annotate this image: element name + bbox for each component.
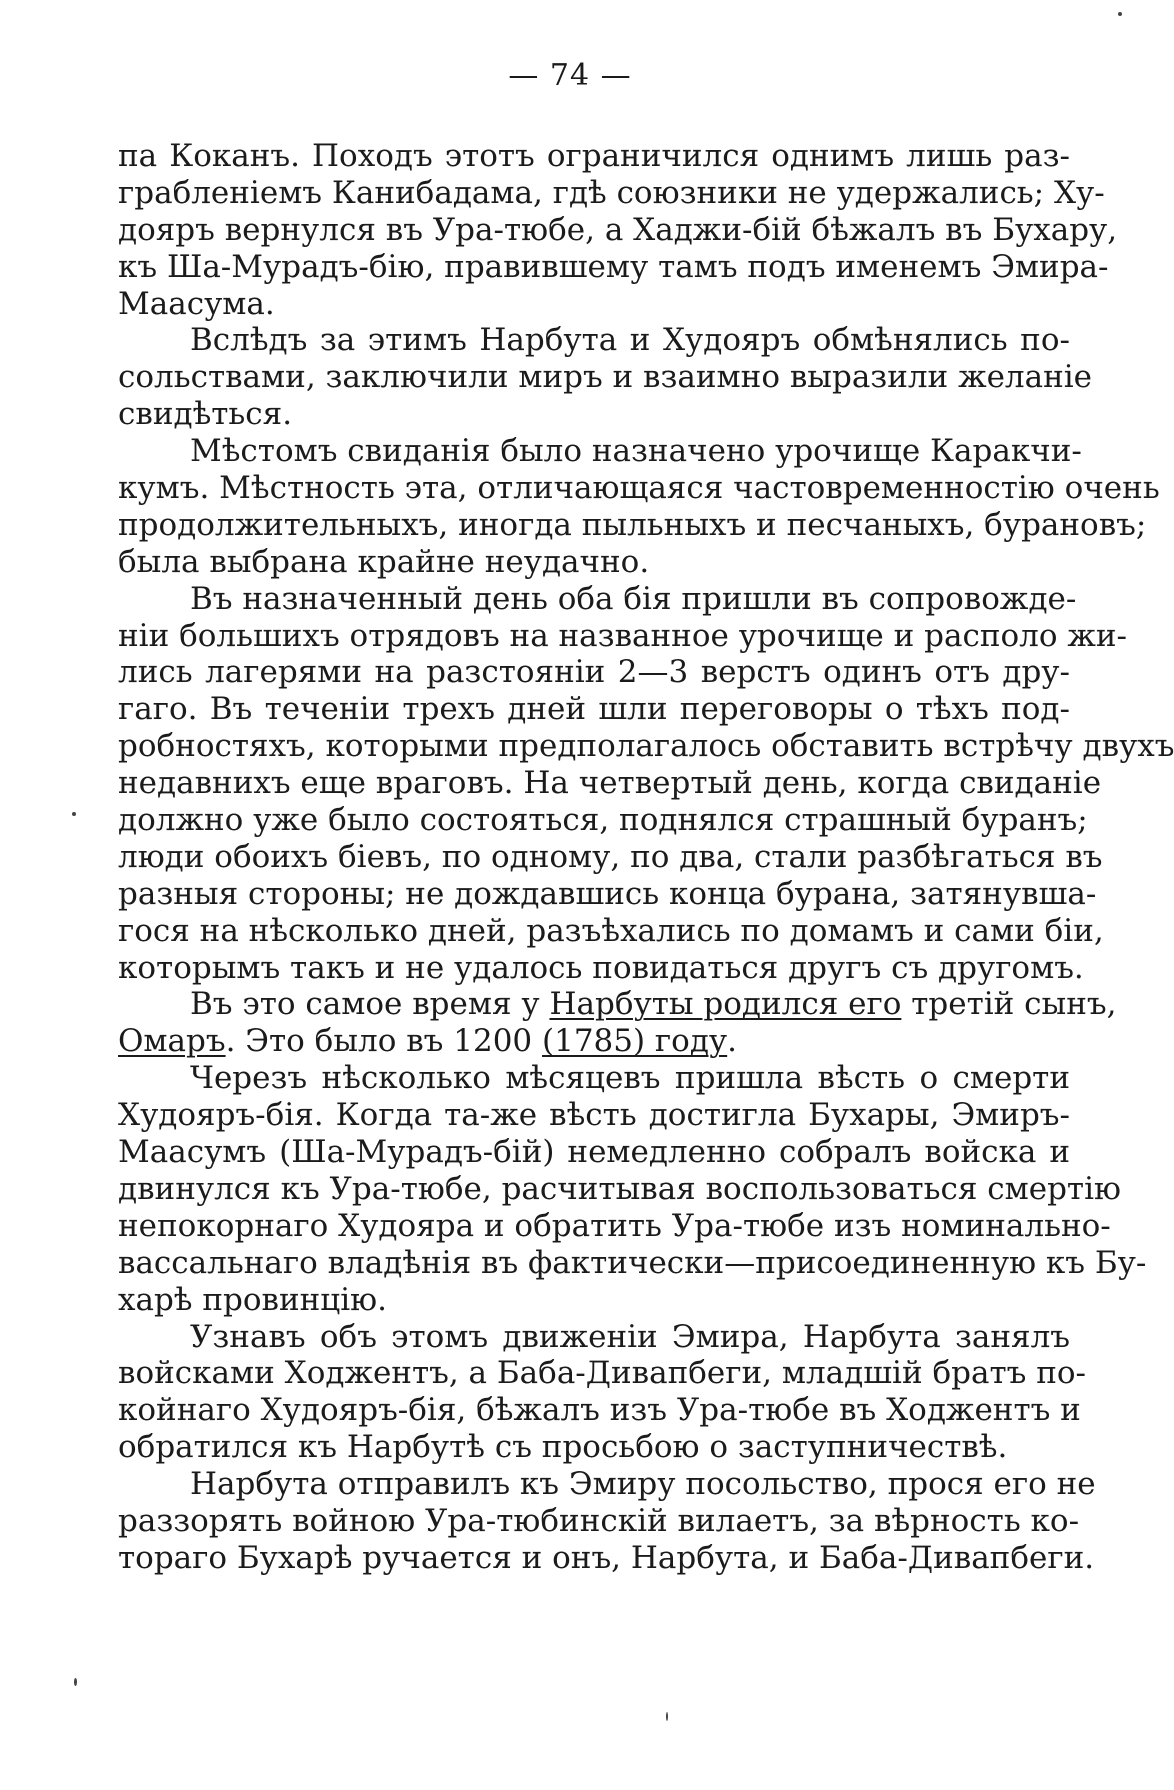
text-line: свидѣться. xyxy=(118,396,293,433)
text-line: вассальнаго владѣнія въ фактически—присоединенную къ Бу- xyxy=(118,1244,1147,1281)
text-line: Въ это самое время у Нарбуты родился его третій сынъ, xyxy=(190,986,1117,1023)
text-line: робностяхъ, которыми предполагалось обставить встрѣчу двухъ xyxy=(118,728,1174,765)
text-line: была выбрана крайне неудачно. xyxy=(118,543,650,580)
text-line: Черезъ нѣсколько мѣсяцевъ пришла вѣсть о смерти xyxy=(190,1060,1070,1097)
text-line: продолжительныхъ, иногда пыльныхъ и песчаныхъ, бурановъ; xyxy=(118,506,1147,543)
text-line: лись лагерями на разстояніи 2—3 верстъ одинъ отъ дру- xyxy=(118,654,1070,691)
ink-speck xyxy=(74,1678,77,1686)
ink-speck xyxy=(72,812,76,816)
text-line: разныя стороны; не дождавшись конца бурана, затянувша- xyxy=(118,875,1097,912)
text-line: должно уже было состояться, поднялся страшный буранъ; xyxy=(118,802,1088,839)
body-text xyxy=(118,138,1174,1577)
text-line: Худояръ-бія. Когда та-же вѣсть достигла Бухары, Эмиръ- xyxy=(118,1097,1070,1134)
text-line: Узнавъ объ этомъ движеніи Эмира, Нарбута занялъ xyxy=(190,1318,1070,1355)
underlined-phrase: Омаръ xyxy=(118,1023,226,1060)
text-line: грабленіемъ Канибадама, гдѣ союзники не удержались; Ху- xyxy=(118,174,1105,211)
text-line: Нарбута отправилъ къ Эмиру посольство, прося его не xyxy=(190,1466,1096,1503)
text-line: войсками Ходжентъ, а Баба-Дивапбеги, младшій братъ по- xyxy=(118,1355,1086,1392)
text-line: Маасума. xyxy=(118,285,275,322)
text-line: койнаго Худояръ-бія, бѣжалъ изъ Ура-тюбе въ Ходжентъ и xyxy=(118,1392,1081,1429)
text-line: кумъ. Мѣстность эта, отличающаяся частовременностію очень xyxy=(118,470,1160,507)
text-line: обратился къ Нарбутѣ съ просьбою о заступничествѣ. xyxy=(118,1429,1008,1466)
text-line: тораго Бухарѣ ручается и онъ, Нарбута, и Баба-Дивапбеги. xyxy=(118,1539,1095,1576)
ink-speck xyxy=(1118,12,1122,16)
text-line: Мѣстомъ свиданія было назначено урочище Каракчи- xyxy=(190,433,1082,470)
text-line: недавнихъ еще враговъ. На четвертый день, когда свиданіе xyxy=(118,765,1102,802)
text-line: гося на нѣсколько дней, разъѣхались по домамъ и сами біи, xyxy=(118,912,1104,949)
text-line: которымъ такъ и не удалось повидаться другъ съ другомъ. xyxy=(118,949,1084,986)
text-line: Маасумъ (Ша-Мурадъ-бій) немедленно собралъ войска и xyxy=(118,1134,1070,1171)
text-line: Омаръ. Это было въ 1200 (1785) году. xyxy=(118,1023,738,1060)
text-line: Въ назначенный день оба бія пришли въ сопровожде- xyxy=(190,580,1077,617)
text-line: дояръ вернулся въ Ура-тюбе, а Хаджи-бій бѣжалъ въ Бухару, xyxy=(118,211,1118,248)
text-line: сольствами, заключили миръ и взаимно выразили желаніе xyxy=(118,359,1093,396)
text-line: ніи большихъ отрядовъ на названное урочище и располо жи- xyxy=(118,617,1128,654)
text-line: раззорять войною Ура-тюбинскій вилаетъ, за вѣрность ко- xyxy=(118,1502,1080,1539)
text-line: па Коканъ. Походъ этотъ ограничился однимъ лишь раз- xyxy=(118,138,1070,174)
text-line: къ Ша-Мурадъ-бію, правившему тамъ подъ именемъ Эмира- xyxy=(118,248,1109,285)
text-line: люди обоихъ біевъ, по одному, по два, стали разбѣгаться въ xyxy=(118,838,1103,875)
underlined-phrase: Нарбуты родился его xyxy=(549,986,902,1023)
text-line: непокорнаго Худояра и обратить Ура-тюбе изъ номинально- xyxy=(118,1207,1111,1244)
text-line: харѣ провинцію. xyxy=(118,1281,387,1318)
text-line: Вслѣдъ за этимъ Нарбута и Худояръ обмѣнялись по- xyxy=(190,322,1070,359)
page-number: — 74 — xyxy=(508,58,632,93)
underlined-phrase: (1785) году xyxy=(542,1023,728,1060)
text-line: гаго. Въ теченіи трехъ дней шли переговоры о тѣхъ под- xyxy=(118,691,1070,728)
text-line: двинулся къ Ура-тюбе, расчитывая воспользоваться смертію xyxy=(118,1170,1121,1207)
ink-speck xyxy=(666,1712,668,1721)
